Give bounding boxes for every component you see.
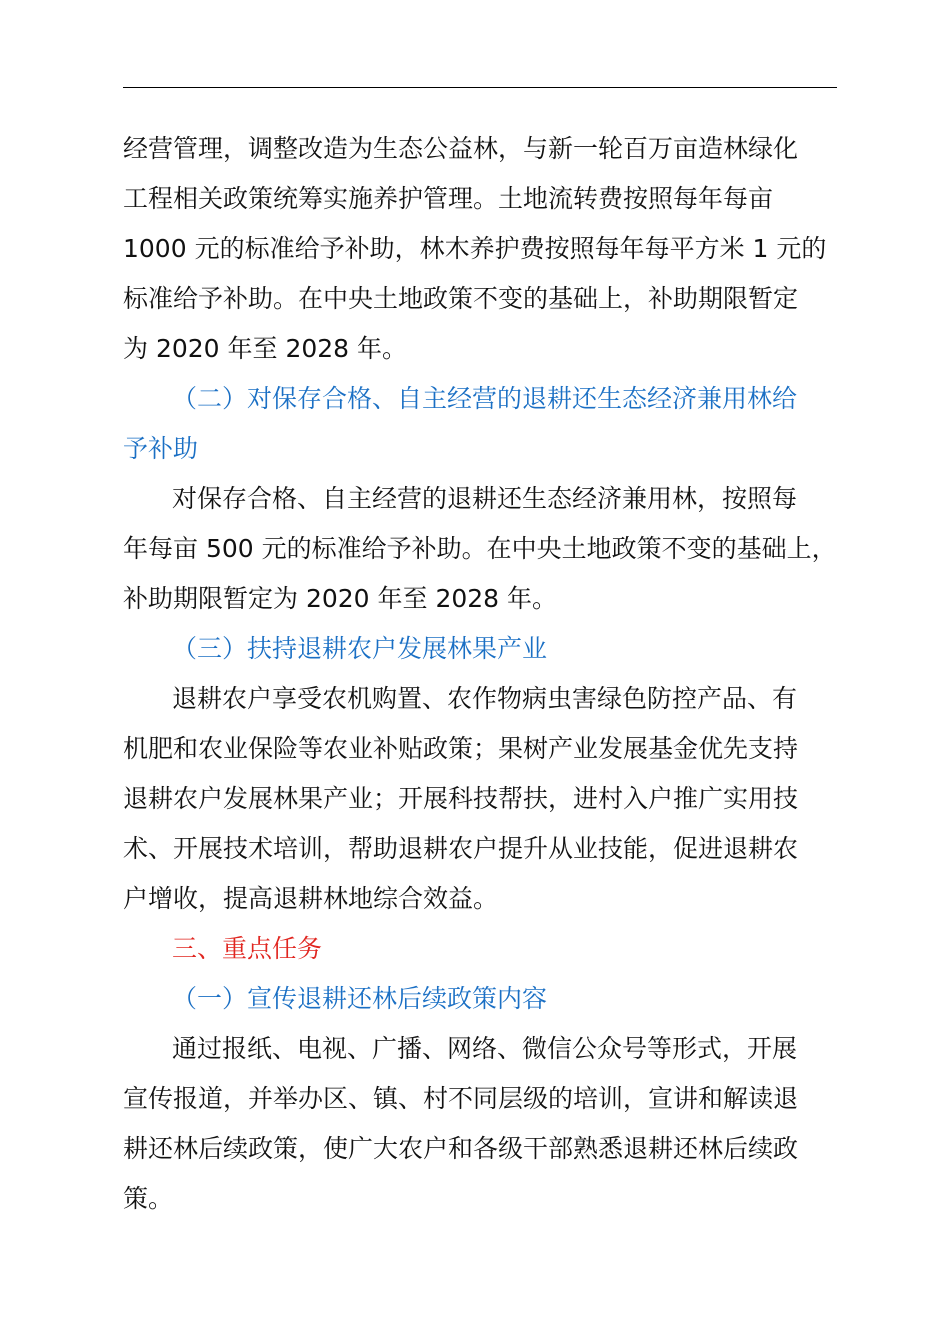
text-line-4: 标准给予补助。在中央土地政策不变的基础上，补助期限暂定 xyxy=(123,284,799,313)
text-line-16: 户增收，提高退耕林地综合效益。 xyxy=(123,884,499,913)
subheading-2-line-1: （二）对保存合格、自主经营的退耕还生态经济兼用林给 xyxy=(172,384,798,413)
text-line-22: 策。 xyxy=(123,1184,174,1213)
text-line-8: 对保存合格、自主经营的退耕还生态经济兼用林，按照每 xyxy=(172,484,798,513)
text-line-10: 补助期限暂定为 2020 年至 2028 年。 xyxy=(123,584,558,613)
text-line-15: 术、开展技术培训，帮助退耕农户提升从业技能，促进退耕农 xyxy=(123,834,799,863)
text-line-9: 年每亩 500 元的标准给予补助。在中央土地政策不变的基础上， xyxy=(123,534,837,563)
text-line-3: 1000 元的标准给予补助，林木养护费按照每年每平方米 1 元的 xyxy=(123,234,827,263)
text-line-5: 为 2020 年至 2028 年。 xyxy=(123,334,408,363)
text-line-21: 耕还林后续政策，使广大农户和各级干部熟悉退耕还林后续政 xyxy=(123,1134,799,1163)
text-line-13: 机肥和农业保险等农业补贴政策；果树产业发展基金优先支持 xyxy=(123,734,799,763)
subheading-3: （三）扶持退耕农户发展林果产业 xyxy=(172,634,548,663)
text-line-14: 退耕农户发展林果产业；开展科技帮扶，进村入户推广实用技 xyxy=(123,784,799,813)
text-line-2: 工程相关政策统筹实施养护管理。土地流转费按照每年每亩 xyxy=(123,184,774,213)
section-heading-3: 三、重点任务 xyxy=(172,934,323,963)
text-line-20: 宣传报道，并举办区、镇、村不同层级的培训，宣讲和解读退 xyxy=(123,1084,799,1113)
text-line-1: 经营管理，调整改造为生态公益林，与新一轮百万亩造林绿化 xyxy=(123,134,799,163)
text-line-12: 退耕农户享受农机购置、农作物病虫害绿色防控产品、有 xyxy=(172,684,798,713)
text-line-19: 通过报纸、电视、广播、网络、微信公众号等形式，开展 xyxy=(172,1034,798,1063)
header-rule xyxy=(123,87,837,88)
subheading-1: （一）宣传退耕还林后续政策内容 xyxy=(172,984,548,1013)
subheading-2-line-2: 予补助 xyxy=(123,434,199,463)
